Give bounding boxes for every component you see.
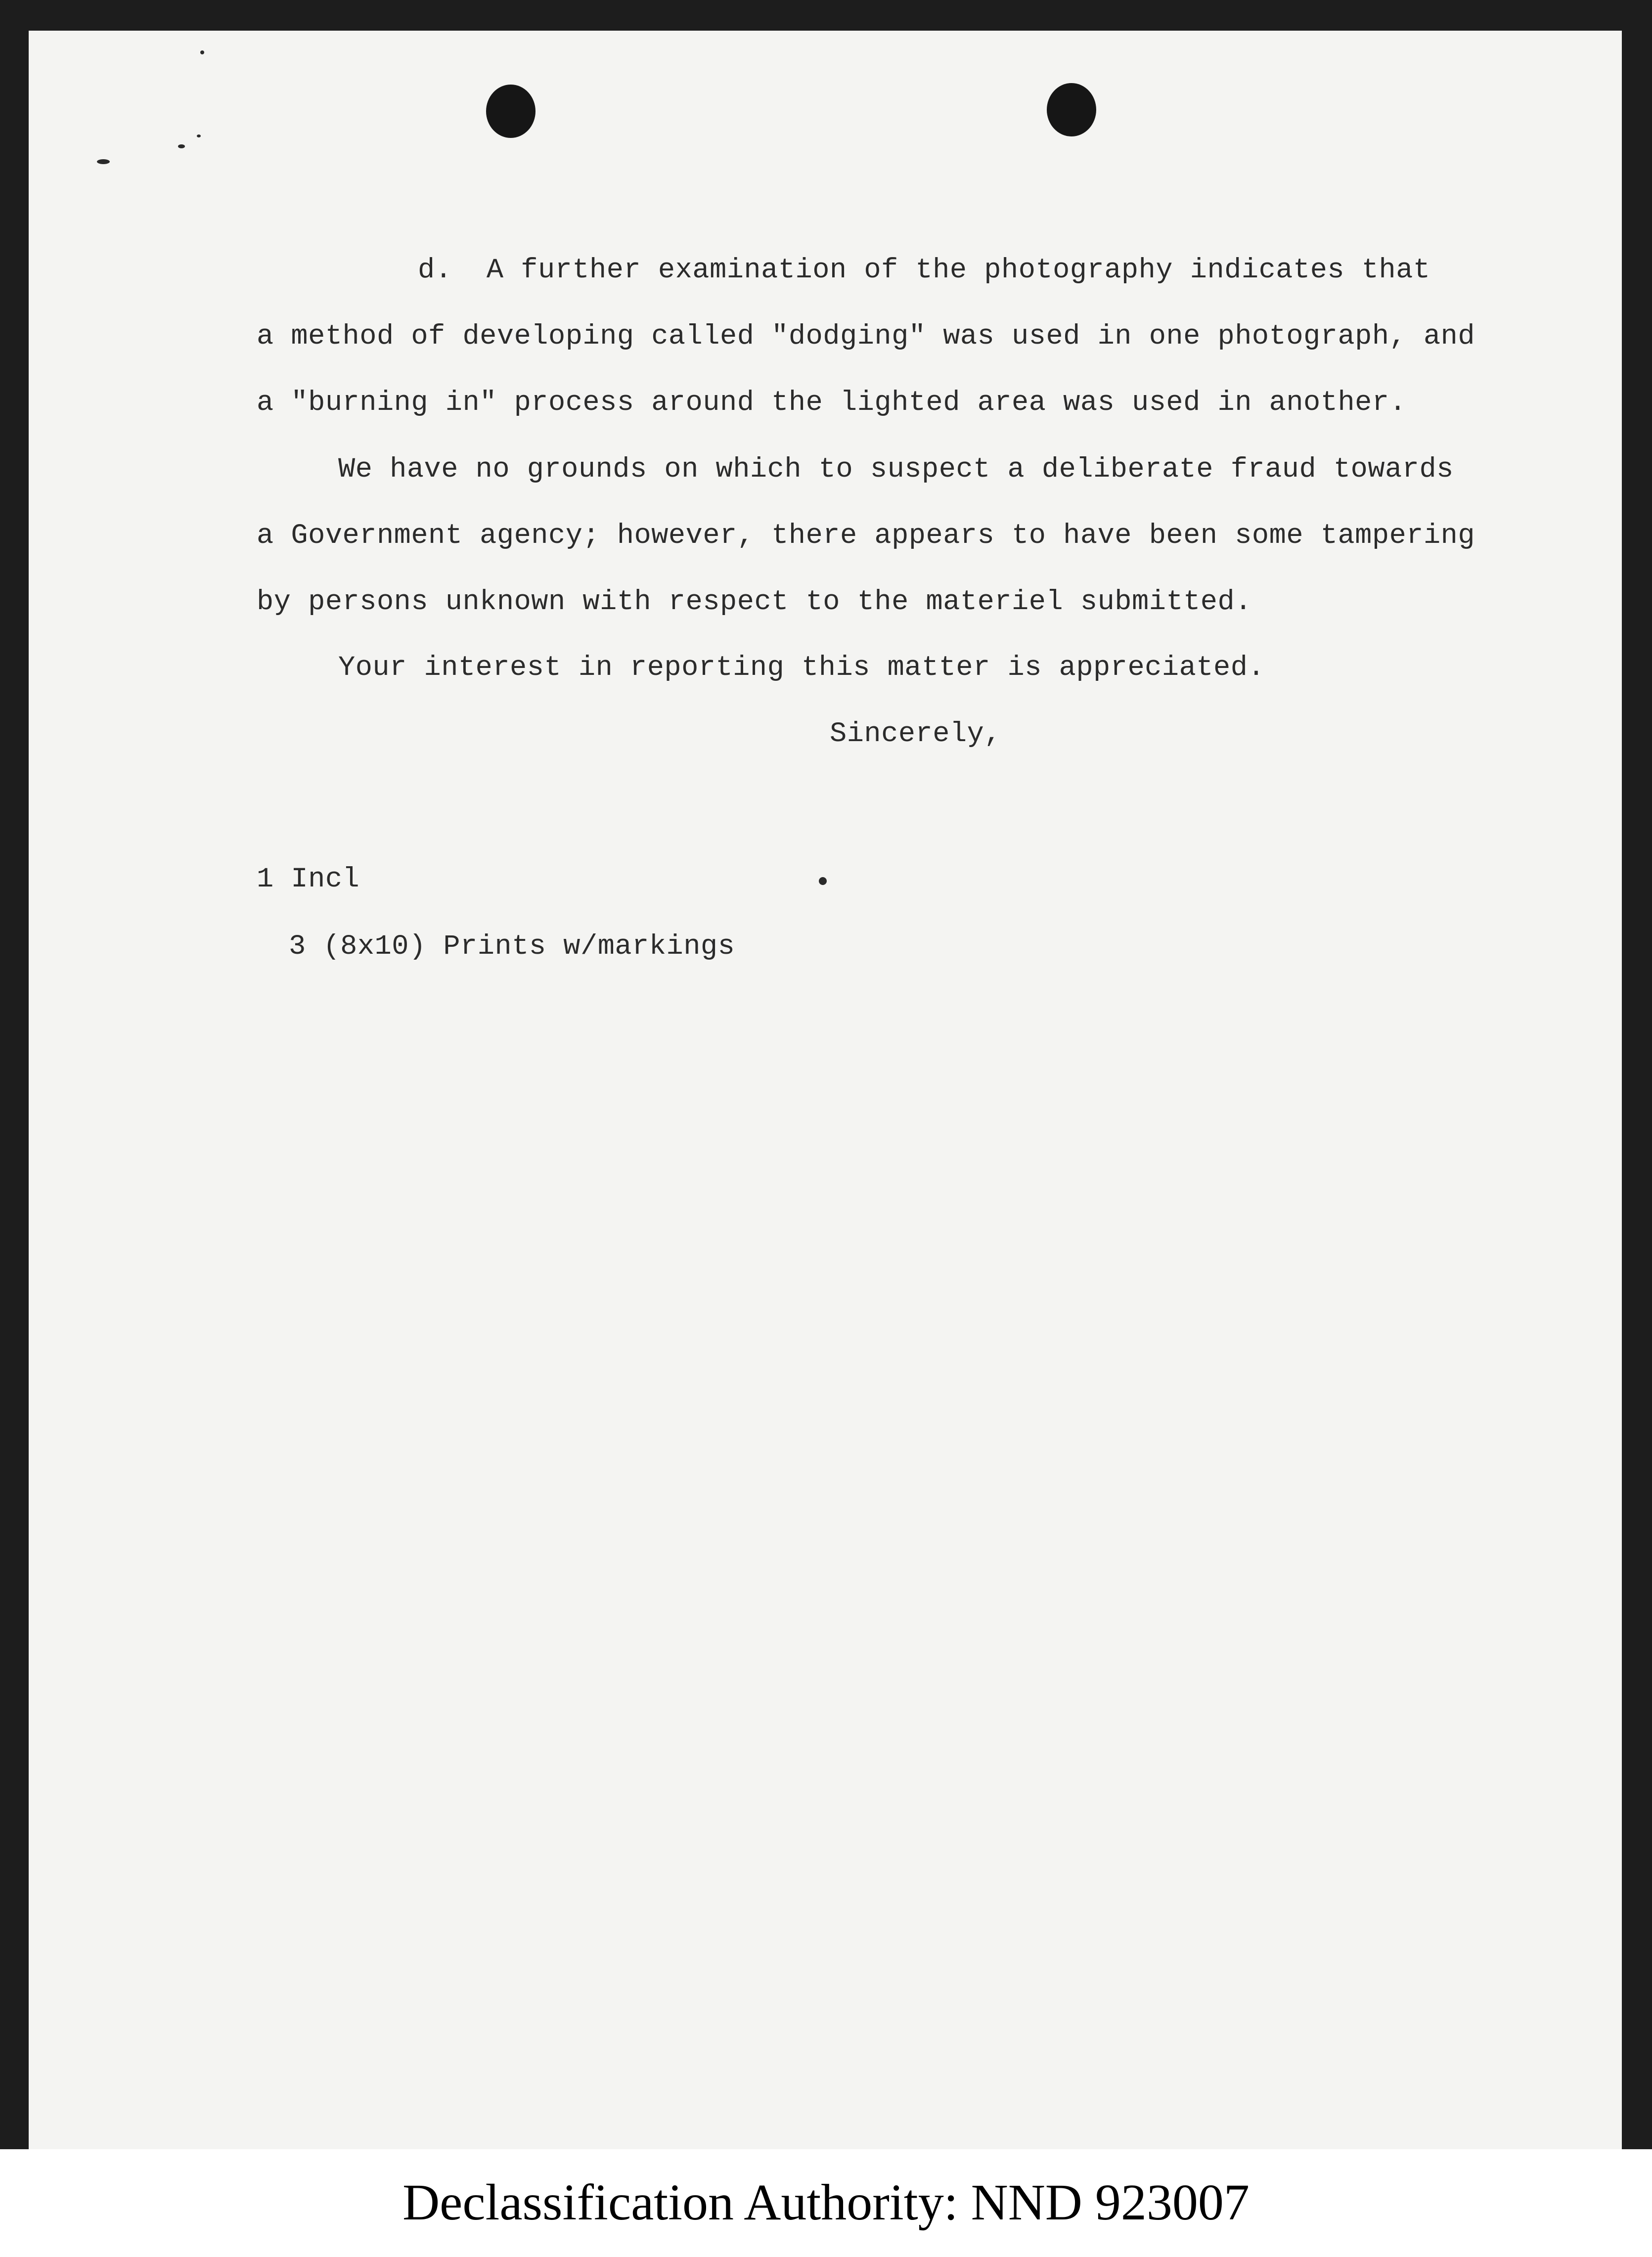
paragraph-d-line-2: a method of developing called "dodging" was used in one photograph, and [257,321,1475,353]
punch-hole-right [1047,83,1096,136]
document-page [29,31,1622,2149]
paragraph-grounds-line-3: by persons unknown with respect to the materiel submitted. [257,586,1252,618]
ink-speck [178,144,185,148]
paragraph-grounds-line-1: We have no grounds on which to suspect a deliberate fraud towards [338,454,1454,486]
paragraph-grounds-line-2: a Government agency; however, there appears to have been some tampering [257,520,1475,552]
closing-sincerely: Sincerely, [830,718,1002,750]
appreciation-line: Your interest in reporting this matter is appreciated. [338,652,1265,684]
paragraph-d-line-3: a "burning in" process around the lighted area was used in another. [257,387,1407,419]
ink-speck [197,134,201,137]
ink-speck [97,159,110,164]
declassification-authority: Declassification Authority: NND 923007 [402,2174,1250,2231]
ink-speck [819,877,827,885]
ink-speck [200,50,204,54]
paragraph-d-line-1: d. A further examination of the photography indicates that [418,255,1430,286]
enclosure-description: 3 (8x10) Prints w/markings [289,931,735,963]
punch-hole-left [486,85,536,138]
enclosure-count: 1 Incl [257,864,360,895]
